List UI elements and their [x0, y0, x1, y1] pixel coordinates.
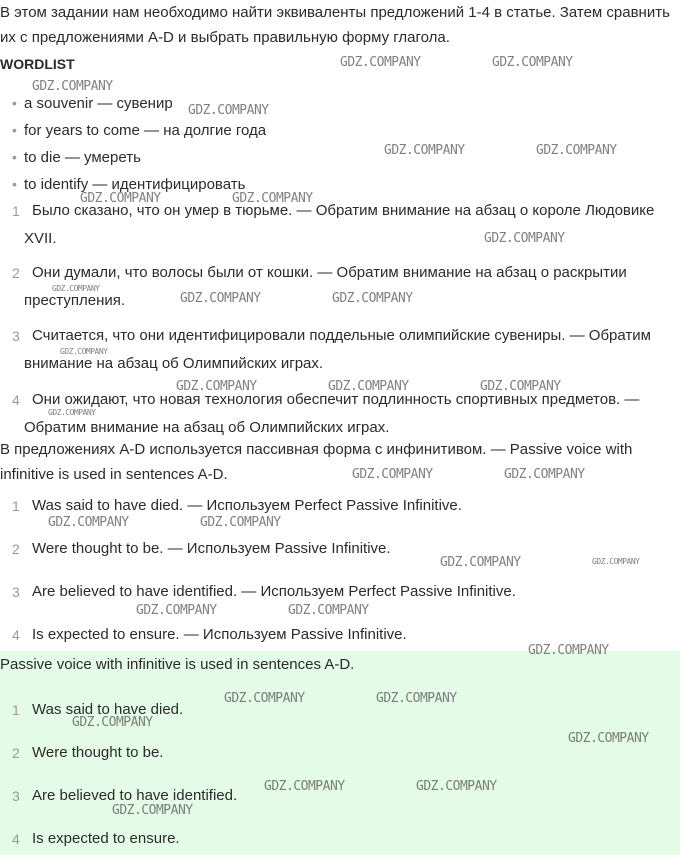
watermark: GDZ.COMPANY [352, 467, 433, 482]
watermark: GDZ.COMPANY [232, 191, 313, 206]
answer-item: 1 Was said to have died. [12, 701, 184, 718]
watermark: GDZ.COMPANY [492, 55, 573, 70]
watermark: GDZ.COMPANY [592, 557, 640, 566]
bullet-icon: • [12, 95, 17, 111]
answer-item: 4 Is expected to ensure. [12, 830, 180, 847]
sentence-item: 4 Они ожидают, что новая технология обеспечит подлинность спортивных предметов. — Обратим внимание на абзац об Олимпийских играх. [12, 391, 640, 436]
intro-paragraph: В этом задании нам необходимо найти эквиваленты предложений 1-4 в статье. Затем сравнить их с предложениями A-D и выбрать правильную форму глагола. [0, 4, 670, 46]
watermark: GDZ.COMPANY [332, 291, 413, 306]
sentence-item: 3 Считается, что они идентифицировали поддельные олимпийские сувениры. — Обратим внимание на абзац об Олимпийских играх. [12, 327, 651, 372]
wordlist-heading: WORDLIST [0, 56, 75, 72]
watermark: GDZ.COMPANY [176, 379, 257, 394]
sentence-item: 2 Они думали, что волосы были от кошки. — Обратим внимание на абзац о раскрытии преступления. [12, 264, 627, 309]
verb-form-item: 2 Were thought to be. — Используем Passive Infinitive. [12, 540, 391, 557]
bullet-icon: • [12, 122, 17, 138]
wordlist-item: • to identify — идентифицировать [12, 176, 246, 193]
watermark: GDZ.COMPANY [52, 284, 100, 293]
verb-form-item: 1 Was said to have died. — Используем Perfect Passive Infinitive. [12, 497, 462, 514]
verb-form-item: 4 Is expected to ensure. — Используем Passive Infinitive. [12, 626, 407, 643]
watermark: GDZ.COMPANY [60, 347, 108, 356]
watermark: GDZ.COMPANY [32, 79, 113, 94]
wordlist-item: • a souvenir — сувенир [12, 95, 173, 112]
watermark: GDZ.COMPANY [188, 103, 269, 118]
watermark: GDZ.COMPANY [48, 515, 129, 530]
watermark: GDZ.COMPANY [112, 803, 193, 818]
watermark: GDZ.COMPANY [480, 379, 561, 394]
watermark: GDZ.COMPANY [200, 515, 281, 530]
answer-title: Passive voice with infinitive is used in sentences A-D. [0, 656, 355, 673]
bullet-icon: • [12, 176, 17, 192]
watermark: GDZ.COMPANY [528, 643, 609, 658]
watermark: GDZ.COMPANY [264, 779, 345, 794]
watermark: GDZ.COMPANY [180, 291, 261, 306]
wordlist-item: • to die — умереть [12, 149, 141, 166]
wordlist-item: • for years to come — на долгие года [12, 122, 267, 139]
watermark: GDZ.COMPANY [484, 231, 565, 246]
answer-item: 2 Were thought to be. [12, 744, 164, 761]
watermark: GDZ.COMPANY [340, 55, 421, 70]
watermark: GDZ.COMPANY [536, 143, 617, 158]
watermark: GDZ.COMPANY [416, 779, 497, 794]
watermark: GDZ.COMPANY [288, 603, 369, 618]
watermark: GDZ.COMPANY [80, 191, 161, 206]
verb-form-item: 3 Are believed to have identified. — Используем Perfect Passive Infinitive. [12, 583, 516, 600]
watermark: GDZ.COMPANY [48, 408, 96, 417]
watermark: GDZ.COMPANY [136, 603, 217, 618]
watermark: GDZ.COMPANY [376, 691, 457, 706]
watermark: GDZ.COMPANY [224, 691, 305, 706]
answer-item: 3 Are believed to have identified. [12, 787, 238, 804]
watermark: GDZ.COMPANY [72, 715, 153, 730]
watermark: GDZ.COMPANY [568, 731, 649, 746]
sentence-item: 1 Было сказано, что он умер в тюрьме. — Обратим внимание на абзац о короле Людовике XVII. [12, 202, 655, 247]
watermark: GDZ.COMPANY [328, 379, 409, 394]
watermark: GDZ.COMPANY [384, 143, 465, 158]
passive-paragraph: В предложениях A-D используется пассивная форма с инфинитивом. — Passive voice with infinitive is used in sentences A-D. [0, 441, 633, 483]
watermark: GDZ.COMPANY [504, 467, 585, 482]
bullet-icon: • [12, 149, 17, 165]
watermark: GDZ.COMPANY [440, 555, 521, 570]
